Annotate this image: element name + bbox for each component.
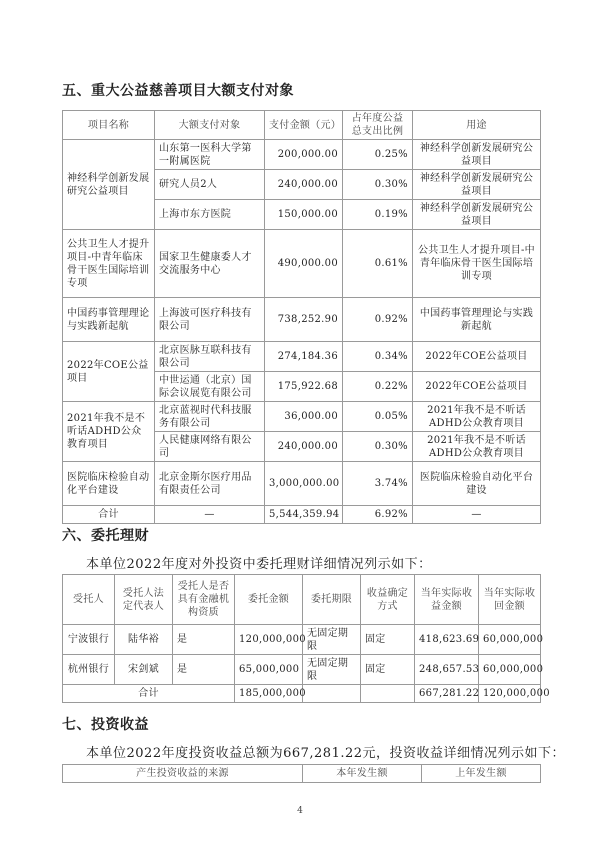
purpose-cell: 2022年COE公益项目 <box>413 372 541 402</box>
income-method-cell: 固定 <box>361 625 415 655</box>
legal-rep-cell: 陆华裕 <box>115 625 173 655</box>
income-method-cell: 固定 <box>361 655 415 685</box>
amount-cell: 120,000,000 <box>235 625 303 655</box>
total-income: 667,281.22 <box>415 685 479 703</box>
purpose-cell: 医院临床检验自动化平台建设 <box>413 462 541 506</box>
project-name-cell: 2022年COE公益项目 <box>63 342 155 402</box>
ratio-cell: 0.30% <box>343 170 413 200</box>
header-cell: 受托人法定代表人 <box>115 575 173 625</box>
table-row <box>63 655 541 685</box>
qualified-cell: 是 <box>173 655 235 685</box>
total-ratio: 6.92% <box>343 506 413 524</box>
income-cell: 418,623.69 <box>415 625 479 655</box>
amount-cell: 36,000.00 <box>265 402 343 432</box>
empty-cell <box>303 685 361 703</box>
ratio-cell: 0.22% <box>343 372 413 402</box>
table-row <box>63 230 541 298</box>
amount-cell: 150,000.00 <box>265 200 343 230</box>
amount-cell: 3,000,000.00 <box>265 462 343 506</box>
recovered-cell: 60,000,000 <box>479 625 541 655</box>
purpose-cell: 2022年COE公益项目 <box>413 342 541 372</box>
project-name-cell: 医院临床检验自动化平台建设 <box>63 462 155 506</box>
ratio-cell: 0.34% <box>343 342 413 372</box>
payee-cell: 国家卫生健康委人才交流服务中心 <box>155 230 265 298</box>
amount-cell: 240,000.00 <box>265 170 343 200</box>
header-cell: 本年发生额 <box>303 765 422 783</box>
ratio-cell: 0.30% <box>343 432 413 462</box>
payee-cell: 上海市东方医院 <box>155 200 265 230</box>
empty-cell <box>361 685 415 703</box>
header-cell: 占年度公益总支出比例 <box>343 111 413 140</box>
section-5-heading: 五、重大公益慈善项目大额支付对象 <box>62 83 294 99</box>
amount-cell: 274,184.36 <box>265 342 343 372</box>
total-payee: — <box>155 506 265 524</box>
ratio-cell: 0.05% <box>343 402 413 432</box>
project-name-cell: 神经科学创新发展研究公益项目 <box>63 140 155 230</box>
payee-cell: 研究人员2人 <box>155 170 265 200</box>
table-header-row <box>63 111 541 140</box>
header-cell: 支付金额（元） <box>265 111 343 140</box>
payee-cell: 上海波可医疗科技有限公司 <box>155 298 265 342</box>
table-total-row <box>63 685 541 703</box>
legal-rep-cell: 宋剑斌 <box>115 655 173 685</box>
payee-cell: 中世运通（北京）国际会议展览有限公司 <box>155 372 265 402</box>
total-label: 合计 <box>63 685 235 703</box>
table-row <box>63 402 541 432</box>
project-name-cell: 2021年我不是不听话ADHD公众教育项目 <box>63 402 155 462</box>
purpose-cell: 神经科学创新发展研究公益项目 <box>413 140 541 170</box>
table-row <box>63 462 541 506</box>
table-header-row <box>63 575 541 625</box>
section-7-intro: 本单位2022年度投资收益总额为667,281.22元，投资收益详细情况列示如下： <box>86 746 566 761</box>
table-row <box>63 298 541 342</box>
investment-income-table <box>62 764 541 783</box>
total-recovered: 120,000,000 <box>479 685 541 703</box>
table-header-row <box>63 765 541 783</box>
large-payments-table <box>62 110 541 524</box>
header-cell: 收益确定方式 <box>361 575 415 625</box>
ratio-cell: 0.92% <box>343 298 413 342</box>
qualified-cell: 是 <box>173 625 235 655</box>
table-row <box>63 140 541 170</box>
ratio-cell: 0.19% <box>343 200 413 230</box>
header-cell: 委托金额 <box>235 575 303 625</box>
purpose-cell: 神经科学创新发展研究公益项目 <box>413 200 541 230</box>
ratio-cell: 3.74% <box>343 462 413 506</box>
amount-cell: 175,922.68 <box>265 372 343 402</box>
payee-cell: 北京医脉互联科技有限公司 <box>155 342 265 372</box>
trustee-cell: 宁波银行 <box>63 625 115 655</box>
page-number: 4 <box>297 806 303 816</box>
total-purpose: — <box>413 506 541 524</box>
payee-cell: 北京金斯尔医疗用品有限责任公司 <box>155 462 265 506</box>
ratio-cell: 0.25% <box>343 140 413 170</box>
amount-cell: 738,252.90 <box>265 298 343 342</box>
purpose-cell: 2021年我不是不听话ADHD公众教育项目 <box>413 432 541 462</box>
table-row <box>63 342 541 372</box>
section-7-heading: 七、投资收益 <box>62 717 149 733</box>
section-6-intro: 本单位2022年度对外投资中委托理财详细情况列示如下： <box>86 557 432 572</box>
ratio-cell: 0.61% <box>343 230 413 298</box>
project-name-cell: 中国药事管理理论与实践新起航 <box>63 298 155 342</box>
amount-cell: 200,000.00 <box>265 140 343 170</box>
header-cell: 项目名称 <box>63 111 155 140</box>
header-cell: 当年实际收回金额 <box>479 575 541 625</box>
header-cell: 用途 <box>413 111 541 140</box>
total-label: 合计 <box>63 506 155 524</box>
table-row <box>63 625 541 655</box>
amount-cell: 240,000.00 <box>265 432 343 462</box>
total-amount: 5,544,359.94 <box>265 506 343 524</box>
header-cell: 产生投资收益的来源 <box>63 765 303 783</box>
header-cell: 受托人 <box>63 575 115 625</box>
header-cell: 当年实际收益金额 <box>415 575 479 625</box>
project-name-cell: 公共卫生人才提升项目-中青年临床骨干医生国际培训专项 <box>63 230 155 298</box>
section-6-heading: 六、委托理财 <box>62 528 149 544</box>
term-cell: 无固定期限 <box>303 655 361 685</box>
total-amount: 185,000,000 <box>235 685 303 703</box>
header-cell: 受托人是否具有金融机构资质 <box>173 575 235 625</box>
recovered-cell: 60,000,000 <box>479 655 541 685</box>
payee-cell: 人民健康网络有限公司 <box>155 432 265 462</box>
header-cell: 委托期限 <box>303 575 361 625</box>
header-cell: 大额支付对象 <box>155 111 265 140</box>
entrusted-finance-table <box>62 574 550 703</box>
term-cell: 无固定期限 <box>303 625 361 655</box>
payee-cell: 山东第一医科大学第一附属医院 <box>155 140 265 170</box>
purpose-cell: 2021年我不是不听话ADHD公众教育项目 <box>413 402 541 432</box>
purpose-cell: 中国药事管理理论与实践新起航 <box>413 298 541 342</box>
payee-cell: 北京蓝视时代科技服务有限公司 <box>155 402 265 432</box>
amount-cell: 65,000,000 <box>235 655 303 685</box>
header-cell: 上年发生额 <box>422 765 541 783</box>
income-cell: 248,657.53 <box>415 655 479 685</box>
purpose-cell: 神经科学创新发展研究公益项目 <box>413 170 541 200</box>
trustee-cell: 杭州银行 <box>63 655 115 685</box>
table-total-row <box>63 506 541 524</box>
amount-cell: 490,000.00 <box>265 230 343 298</box>
purpose-cell: 公共卫生人才提升项目-中青年临床骨干医生国际培训专项 <box>413 230 541 298</box>
